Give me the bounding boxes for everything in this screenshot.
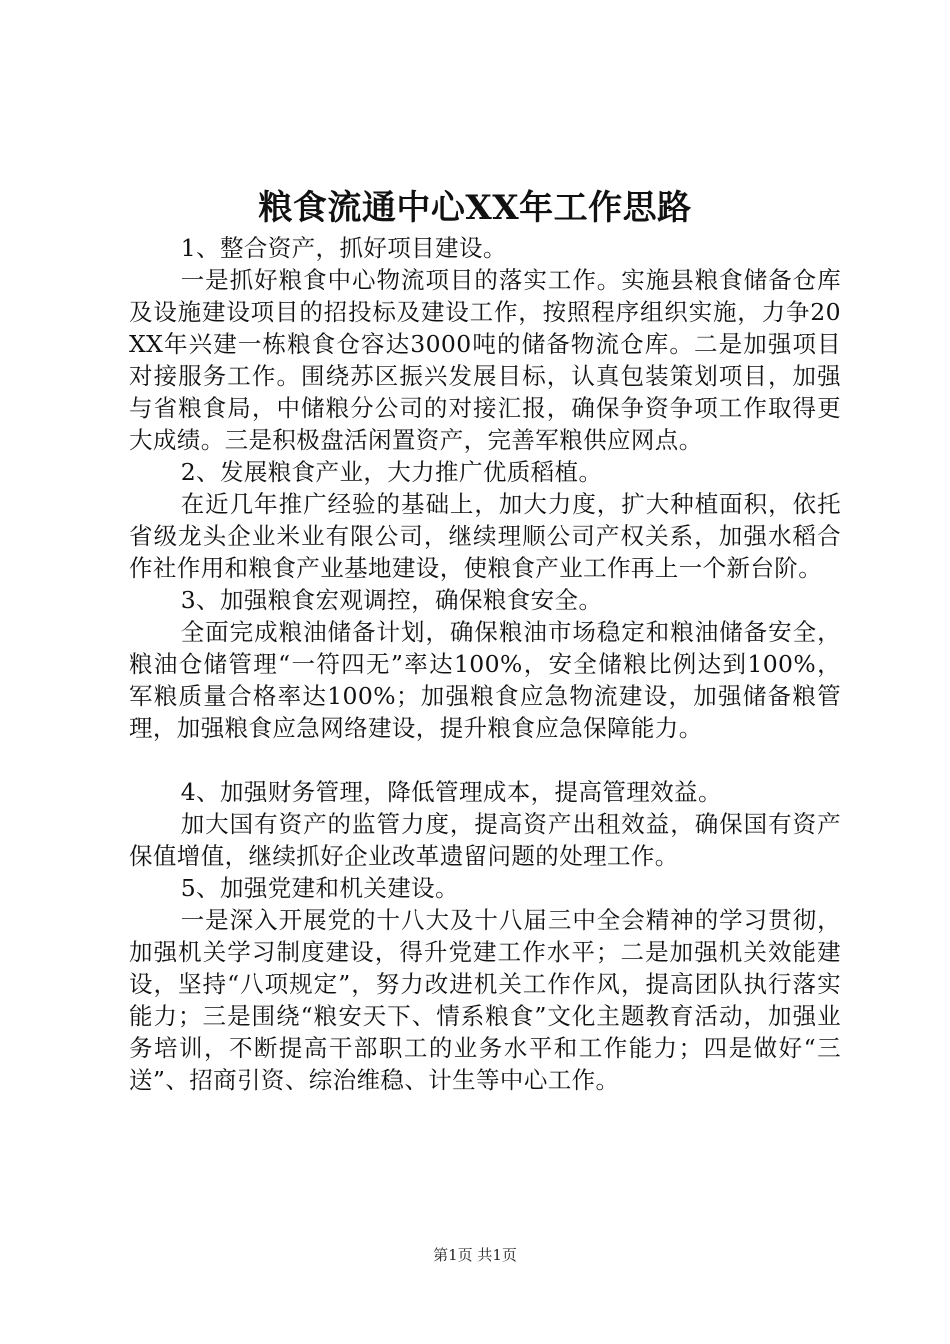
section-2-heading: 2、发展粮食产业，大力推广优质稻植。 — [180, 458, 603, 486]
section-3-heading: 3、加强粮食宏观调控，确保粮食安全。 — [180, 586, 603, 614]
section-5-heading: 5、加强党建和机关建设。 — [180, 874, 459, 902]
document-body — [129, 232, 841, 1096]
section-2-body: 在近几年推广经验的基础上，加大力度，扩大种植面积，依托省级龙头企业米业有限公司，继续理顺公司产权关系，加强水稻合作社作用和粮食产业基地建设，使粮食产业工作再上一个新台阶。 — [129, 490, 841, 582]
section-1-heading: 1、整合资产，抓好项目建设。 — [180, 234, 507, 262]
section-1-body: 一是抓好粮食中心物流项目的落实工作。实施县粮食储备仓库及设施建设项目的招投标及建设工作，按照程序组织实施，力争20XX年兴建一栋粮食仓容达3000吨的储备物流仓库。二是加强项目对接服务工作。围绕苏区振兴发展目标，认真包装策划项目，加强与省粮食局，中储粮分公司的对接汇报，确保争资争项工作取得更大成绩。三是积极盘活闲置资产，完善军粮供应网点。 — [129, 266, 841, 454]
section-5-body: 一是深入开展党的十八大及十八届三中全会精神的学习贯彻，加强机关学习制度建设，得升党建工作水平；二是加强机关效能建设，坚持“八项规定”，努力改进机关工作作风，提高团队执行落实能力；三是围绕“粮安天下、情系粮食”文化主题教育活动，加强业务培训，不断提高干部职工的业务水平和工作能力；四是做好“三送”、招商引资、综治维稳、计生等中心工作。 — [129, 906, 841, 1094]
document-title: 粮食流通中心XX年工作思路 — [258, 188, 692, 228]
paragraph-spacer — [129, 744, 841, 776]
section-4-body: 加大国有资产的监管力度，提高资产出租效益，确保国有资产保值增值，继续抓好企业改革遗留问题的处理工作。 — [129, 810, 841, 870]
section-3-body: 全面完成粮油储备计划，确保粮油市场稳定和粮油储备安全，粮油仓储管理“一符四无”率达100%，安全储粮比例达到100%，军粮质量合格率达100%；加强粮食应急物流建设，加强储备粮管理，加强粮食应急网络建设，提升粮食应急保障能力。 — [129, 618, 841, 742]
section-4-heading: 4、加强财务管理，降低管理成本，提高管理效益。 — [180, 778, 722, 806]
page-footer: 第1页 共1页 — [433, 1246, 517, 1264]
